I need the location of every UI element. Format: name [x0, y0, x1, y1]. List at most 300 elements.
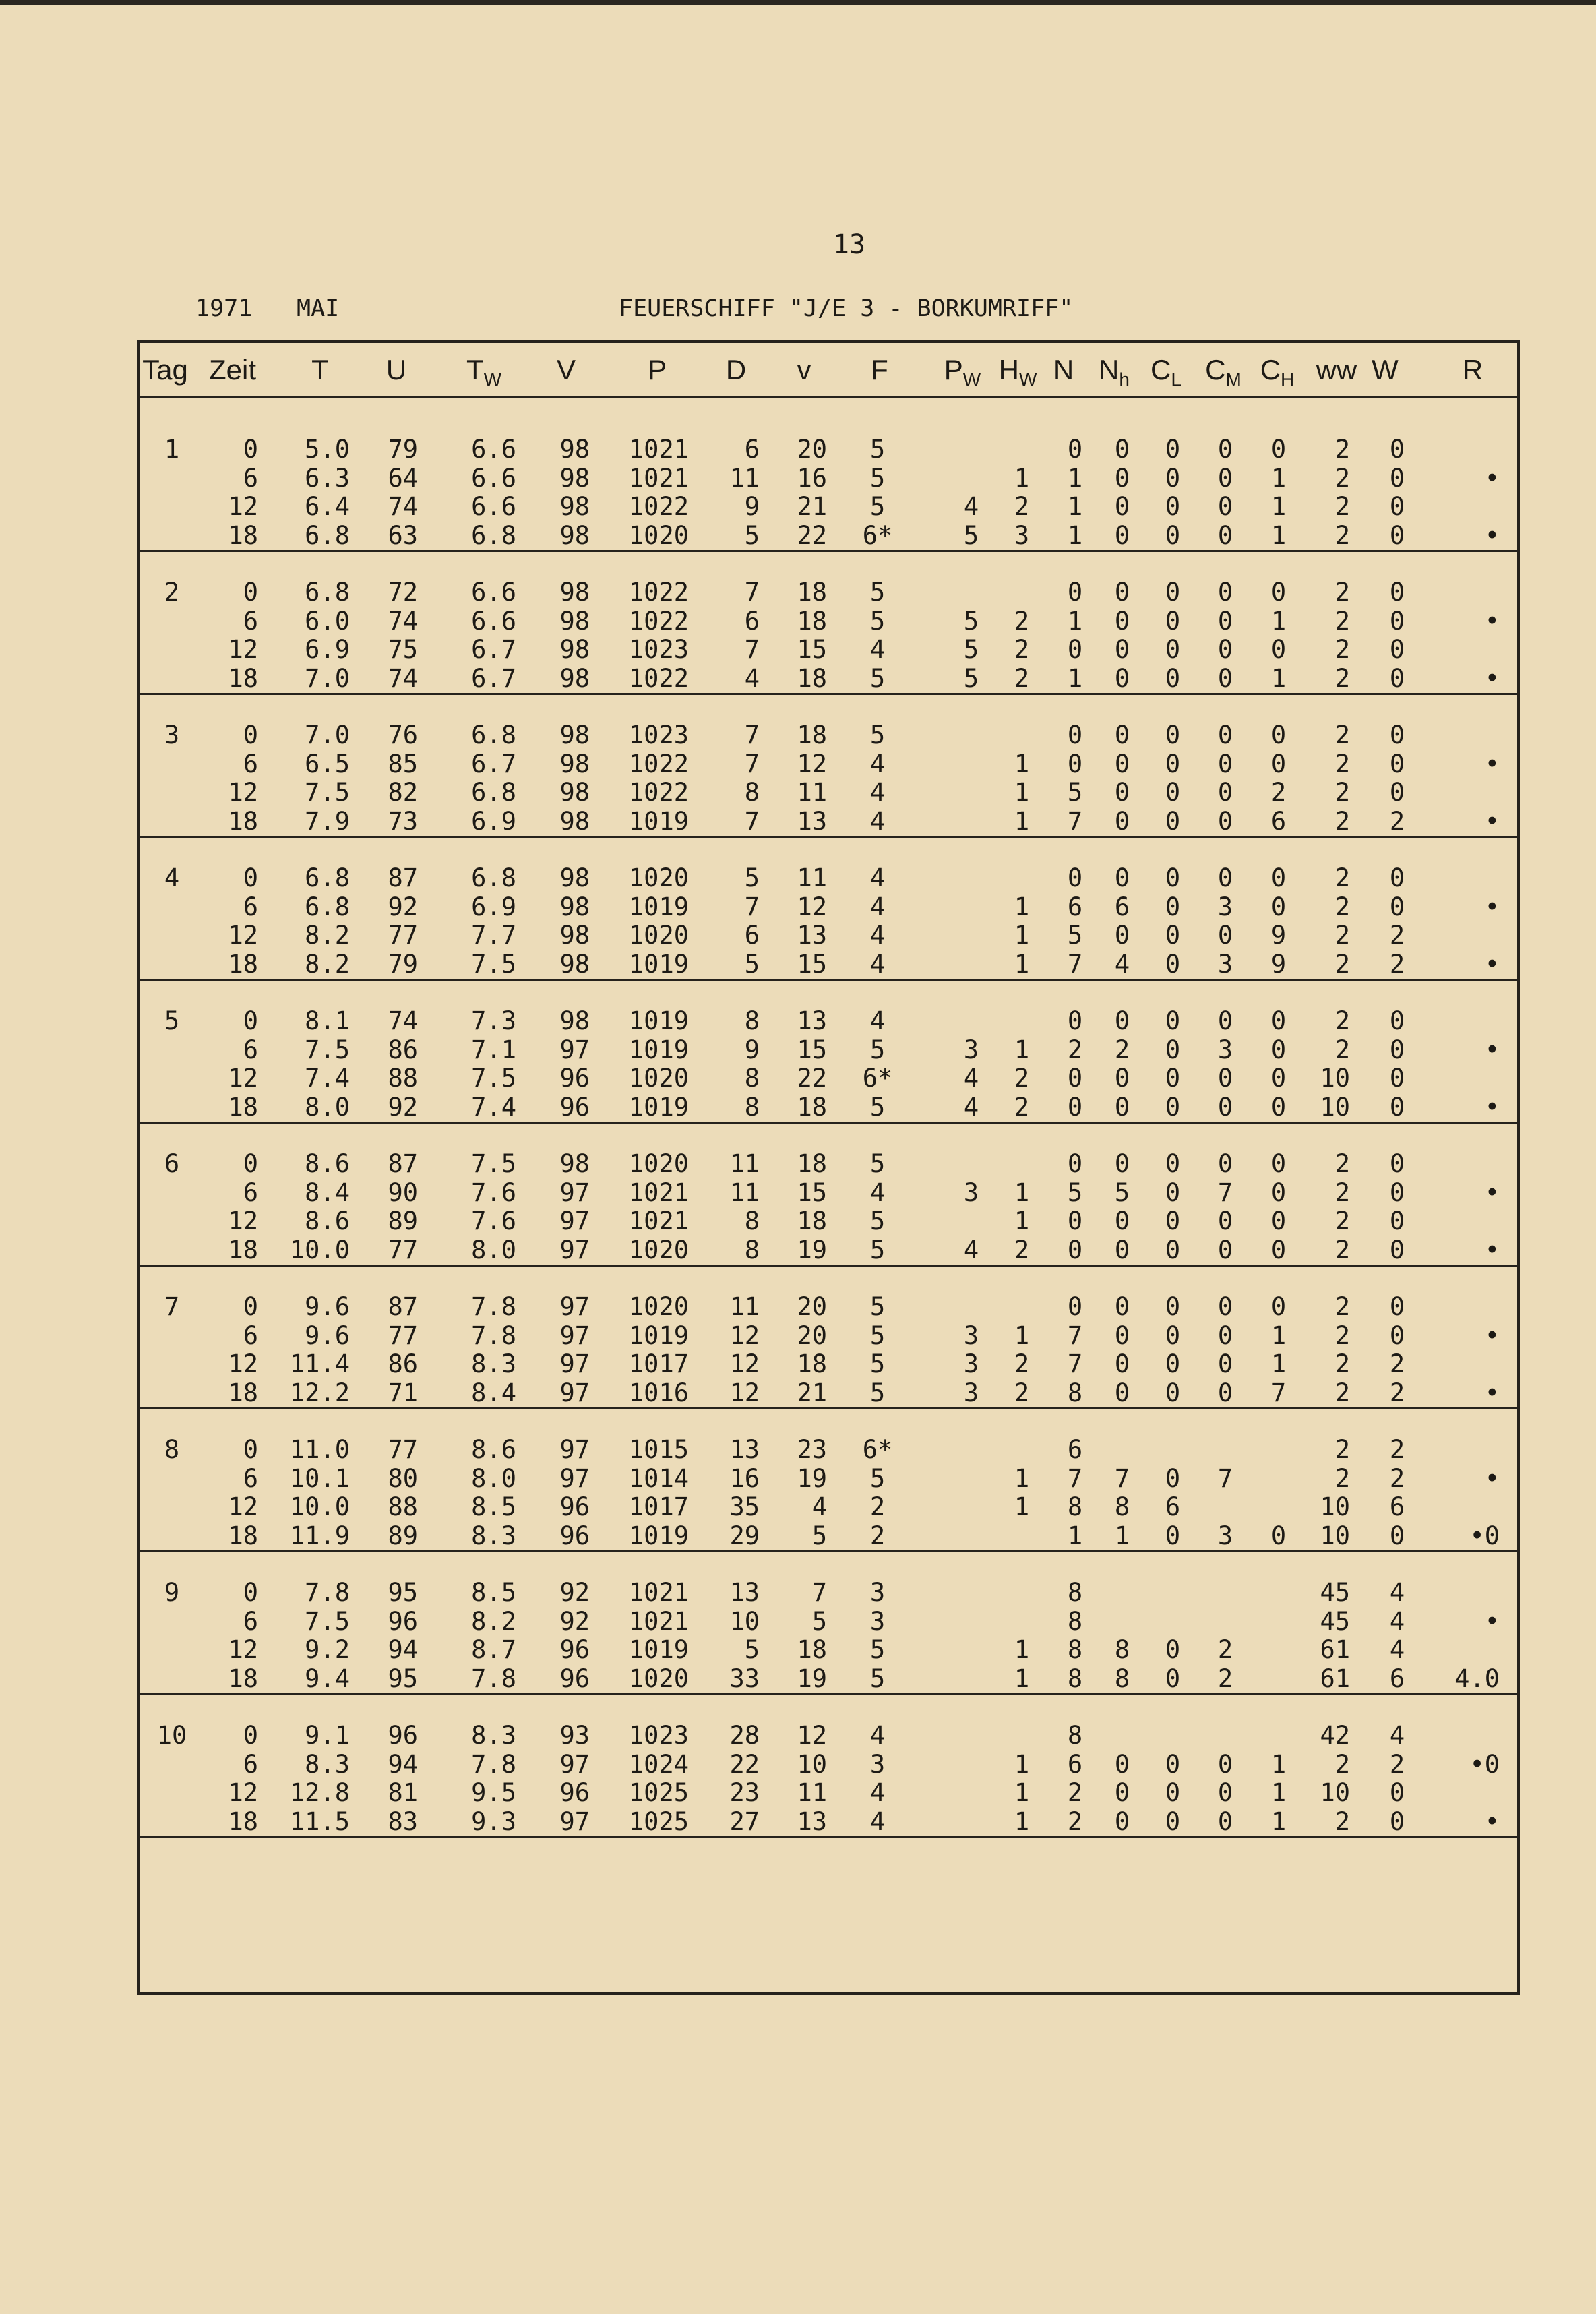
- cell-hw: 1: [1014, 1035, 1030, 1064]
- cell-p: 1022: [628, 778, 689, 808]
- cell-cl: 0: [1165, 1064, 1181, 1093]
- cell-tw: 6.6: [471, 578, 516, 607]
- cell-w: 0: [1389, 1006, 1405, 1035]
- cell-ch: 9: [1270, 921, 1287, 950]
- cell-w: 0: [1389, 1521, 1405, 1550]
- cell-tw: 8.4: [471, 1378, 516, 1407]
- cell-f: 5: [869, 1320, 886, 1350]
- cell-nh: 0: [1114, 1235, 1130, 1265]
- cell-cl: 0: [1165, 1664, 1181, 1693]
- cell-cl: 0: [1165, 1320, 1181, 1350]
- cell-w: 0: [1389, 1092, 1405, 1122]
- cell-ch: 9: [1270, 949, 1287, 979]
- cell-t: 7.0: [305, 663, 350, 693]
- cell-cl: 0: [1165, 778, 1181, 808]
- cell-v: 12: [797, 892, 827, 921]
- cell-t: 7.4: [305, 1064, 350, 1093]
- cell-f: 4: [869, 949, 886, 979]
- cell-v: 18: [797, 1149, 827, 1178]
- header-r: R: [1462, 354, 1483, 386]
- cell-v: 98: [559, 578, 590, 607]
- cell-w: 0: [1389, 1064, 1405, 1093]
- cell-zeit: 0: [243, 863, 258, 892]
- cell-tw: 7.8: [471, 1749, 516, 1779]
- cell-v: 98: [559, 435, 590, 464]
- cell-d: 7: [744, 721, 760, 750]
- cell-tw: 7.8: [471, 1664, 516, 1693]
- cell-u: 72: [388, 578, 418, 607]
- header-p: P: [647, 354, 667, 386]
- cell-n: 8: [1067, 1578, 1083, 1607]
- cell-d: 13: [729, 1435, 760, 1464]
- cell-ww: 2: [1334, 863, 1350, 892]
- cell-d: 13: [729, 1578, 760, 1607]
- cell-v: 18: [797, 606, 827, 636]
- cell-cm: 3: [1217, 1035, 1233, 1064]
- top-edge: [0, 0, 1596, 5]
- cell-hw: 1: [1014, 1778, 1030, 1808]
- cell-u: 74: [388, 663, 418, 693]
- cell-r: •: [1484, 1806, 1500, 1836]
- cell-nh: 8: [1114, 1492, 1130, 1522]
- cell-f: 5: [869, 1149, 886, 1178]
- cell-cl: 0: [1165, 463, 1181, 493]
- cell-ww: 10: [1320, 1521, 1350, 1550]
- cell-d: 9: [744, 1035, 760, 1064]
- cell-ch: 0: [1270, 1035, 1287, 1064]
- cell-t: 8.4: [305, 1178, 350, 1207]
- cell-cm: 0: [1217, 1349, 1233, 1379]
- cell-v: 4: [811, 1492, 827, 1522]
- cell-zeit: 0: [243, 1292, 258, 1321]
- cell-zeit: 6: [243, 1749, 258, 1779]
- cell-u: 77: [388, 1235, 418, 1265]
- header-nh: $N_h$: [1099, 354, 1130, 390]
- cell-w: 0: [1389, 1235, 1405, 1265]
- cell-cl: 0: [1165, 663, 1181, 693]
- cell-v: 23: [797, 1435, 827, 1464]
- cell-zeit: 18: [228, 1521, 258, 1550]
- cell-nh: 0: [1114, 578, 1130, 607]
- header-t: T: [311, 354, 329, 386]
- cell-tw: 7.3: [471, 1006, 516, 1035]
- cell-p: 1022: [628, 578, 689, 607]
- cell-u: 74: [388, 492, 418, 522]
- cell-u: 79: [388, 949, 418, 979]
- cell-ch: 1: [1270, 1320, 1287, 1350]
- document-title: FEUERSCHIFF "J/E 3 - BORKUMRIFF": [619, 295, 1074, 322]
- cell-ch: 0: [1270, 1292, 1287, 1321]
- cell-d: 4: [744, 663, 760, 693]
- cell-tw: 6.9: [471, 806, 516, 836]
- cell-d: 6: [744, 435, 760, 464]
- cell-v: 98: [559, 949, 590, 979]
- cell-tw: 6.7: [471, 635, 516, 665]
- header-tag: Tag: [142, 354, 188, 386]
- cell-u: 83: [388, 1806, 418, 1836]
- cell-v: 98: [559, 892, 590, 921]
- cell-cl: 0: [1165, 520, 1181, 550]
- cell-cl: 0: [1165, 1235, 1181, 1265]
- cell-v: 98: [559, 635, 590, 665]
- cell-w: 0: [1389, 1292, 1405, 1321]
- cell-v: 98: [559, 1006, 590, 1035]
- cell-ww: 42: [1320, 1721, 1350, 1750]
- cell-v: 18: [797, 1349, 827, 1379]
- cell-w: 0: [1389, 778, 1405, 808]
- cell-hw: 1: [1014, 1320, 1030, 1350]
- cell-f: 4: [869, 1178, 886, 1207]
- cell-p: 1022: [628, 492, 689, 522]
- cell-cl: 0: [1165, 1149, 1181, 1178]
- cell-n: 7: [1067, 806, 1083, 836]
- cell-nh: 0: [1114, 1378, 1130, 1407]
- cell-cm: 0: [1217, 778, 1233, 808]
- cell-f: 3: [869, 1606, 886, 1636]
- cell-zeit: 18: [228, 663, 258, 693]
- cell-nh: 0: [1114, 606, 1130, 636]
- cell-ch: 0: [1270, 635, 1287, 665]
- cell-w: 2: [1389, 1378, 1405, 1407]
- cell-f: 2: [869, 1492, 886, 1522]
- cell-t: 7.5: [305, 1606, 350, 1636]
- cell-n: 0: [1067, 1149, 1083, 1178]
- cell-cl: 0: [1165, 1035, 1181, 1064]
- cell-u: 71: [388, 1378, 418, 1407]
- cell-d: 23: [729, 1778, 760, 1808]
- cell-zeit: 0: [243, 1721, 258, 1750]
- cell-tw: 7.1: [471, 1035, 516, 1064]
- cell-v: 98: [559, 863, 590, 892]
- cell-d: 8: [744, 1235, 760, 1265]
- cell-nh: 0: [1114, 1320, 1130, 1350]
- cell-t: 6.8: [305, 863, 350, 892]
- cell-ww: 2: [1334, 1749, 1350, 1779]
- cell-cl: 0: [1165, 749, 1181, 779]
- cell-nh: 8: [1114, 1635, 1130, 1665]
- cell-zeit: 18: [228, 1092, 258, 1122]
- cell-p: 1017: [628, 1492, 689, 1522]
- cell-ww: 45: [1320, 1606, 1350, 1636]
- cell-v: 97: [559, 1349, 590, 1379]
- cell-u: 77: [388, 1320, 418, 1350]
- cell-ww: 2: [1334, 1435, 1350, 1464]
- cell-pw: 3: [963, 1378, 979, 1407]
- cell-nh: 0: [1114, 863, 1130, 892]
- cell-f: 5: [869, 1235, 886, 1265]
- cell-f: 5: [869, 663, 886, 693]
- cell-w: 2: [1389, 949, 1405, 979]
- cell-nh: 6: [1114, 892, 1130, 921]
- cell-f: 5: [869, 1092, 886, 1122]
- cell-w: 4: [1389, 1578, 1405, 1607]
- cell-p: 1023: [628, 721, 689, 750]
- cell-n: 5: [1067, 921, 1083, 950]
- cell-t: 9.1: [305, 1721, 350, 1750]
- cell-ww: 2: [1334, 721, 1350, 750]
- cell-v: 98: [559, 721, 590, 750]
- header-hw: $H_W$: [998, 354, 1037, 390]
- cell-ch: 0: [1270, 435, 1287, 464]
- cell-p: 1020: [628, 1149, 689, 1178]
- day-separator: [140, 1407, 1517, 1409]
- cell-ww: 2: [1334, 1006, 1350, 1035]
- cell-p: 1020: [628, 1064, 689, 1093]
- cell-d: 11: [729, 1178, 760, 1207]
- cell-v: 97: [559, 1463, 590, 1493]
- cell-p: 1020: [628, 1235, 689, 1265]
- cell-cl: 0: [1165, 921, 1181, 950]
- cell-tw: 8.0: [471, 1463, 516, 1493]
- cell-ch: 1: [1270, 663, 1287, 693]
- cell-u: 88: [388, 1064, 418, 1093]
- cell-v: 5: [811, 1606, 827, 1636]
- cell-t: 6.9: [305, 635, 350, 665]
- cell-cm: 0: [1217, 921, 1233, 950]
- header-cm: $C_M$: [1205, 354, 1241, 390]
- cell-u: 89: [388, 1207, 418, 1236]
- header-zeit: Zeit: [208, 354, 257, 386]
- cell-v: 98: [559, 778, 590, 808]
- cell-t: 11.0: [289, 1435, 350, 1464]
- cell-nh: 0: [1114, 721, 1130, 750]
- cell-ww: 2: [1334, 1806, 1350, 1836]
- cell-u: 87: [388, 863, 418, 892]
- cell-v: 92: [559, 1606, 590, 1636]
- cell-r: •0: [1469, 1749, 1500, 1779]
- cell-w: 6: [1389, 1492, 1405, 1522]
- cell-pw: 3: [963, 1349, 979, 1379]
- cell-ch: 0: [1270, 1521, 1287, 1550]
- header-u: U: [386, 354, 407, 386]
- cell-nh: 0: [1114, 1749, 1130, 1779]
- cell-cm: 0: [1217, 1092, 1233, 1122]
- cell-w: 0: [1389, 749, 1405, 779]
- cell-v: 22: [797, 1064, 827, 1093]
- cell-n: 0: [1067, 435, 1083, 464]
- cell-cm: 0: [1217, 1006, 1233, 1035]
- cell-t: 7.0: [305, 721, 350, 750]
- cell-n: 1: [1067, 463, 1083, 493]
- cell-ch: 1: [1270, 1749, 1287, 1779]
- cell-r: •: [1484, 892, 1500, 921]
- cell-w: 0: [1389, 1035, 1405, 1064]
- cell-cm: 7: [1217, 1463, 1233, 1493]
- cell-pw: 4: [963, 1235, 979, 1265]
- cell-d: 8: [744, 1006, 760, 1035]
- cell-v: 97: [559, 1435, 590, 1464]
- cell-d: 5: [744, 949, 760, 979]
- cell-hw: 1: [1014, 1207, 1030, 1236]
- cell-nh: 0: [1114, 492, 1130, 522]
- day-tag: 5: [164, 1006, 180, 1035]
- cell-cl: 0: [1165, 863, 1181, 892]
- cell-n: 6: [1067, 1435, 1083, 1464]
- cell-ww: 10: [1320, 1492, 1350, 1522]
- cell-cm: 0: [1217, 1806, 1233, 1836]
- cell-w: 0: [1389, 635, 1405, 665]
- cell-cl: 0: [1165, 1749, 1181, 1779]
- cell-hw: 2: [1014, 1349, 1030, 1379]
- header-pw: $P_W$: [944, 354, 981, 390]
- day-separator: [140, 1836, 1517, 1838]
- cell-ww: 2: [1334, 1378, 1350, 1407]
- cell-p: 1022: [628, 663, 689, 693]
- cell-u: 77: [388, 921, 418, 950]
- cell-ch: 1: [1270, 463, 1287, 493]
- cell-v: 92: [559, 1578, 590, 1607]
- cell-nh: 0: [1114, 635, 1130, 665]
- cell-tw: 6.6: [471, 463, 516, 493]
- cell-v: 15: [797, 1035, 827, 1064]
- cell-cm: 0: [1217, 463, 1233, 493]
- day-tag: 6: [164, 1149, 180, 1178]
- cell-u: 85: [388, 749, 418, 779]
- cell-p: 1021: [628, 1178, 689, 1207]
- cell-cm: 3: [1217, 1521, 1233, 1550]
- cell-zeit: 18: [228, 806, 258, 836]
- cell-zeit: 6: [243, 463, 258, 493]
- cell-t: 6.5: [305, 749, 350, 779]
- cell-n: 2: [1067, 1035, 1083, 1064]
- cell-u: 92: [388, 1092, 418, 1122]
- cell-ch: 0: [1270, 863, 1287, 892]
- cell-t: 6.0: [305, 606, 350, 636]
- cell-n: 5: [1067, 778, 1083, 808]
- cell-f: 4: [869, 1806, 886, 1836]
- cell-d: 6: [744, 921, 760, 950]
- cell-u: 96: [388, 1606, 418, 1636]
- cell-hw: 1: [1014, 778, 1030, 808]
- cell-t: 6.8: [305, 892, 350, 921]
- cell-u: 82: [388, 778, 418, 808]
- cell-u: 95: [388, 1578, 418, 1607]
- cell-d: 5: [744, 520, 760, 550]
- cell-p: 1019: [628, 1521, 689, 1550]
- cell-u: 87: [388, 1292, 418, 1321]
- cell-cm: 0: [1217, 1235, 1233, 1265]
- cell-v: 98: [559, 520, 590, 550]
- cell-ch: 0: [1270, 892, 1287, 921]
- cell-w: 0: [1389, 435, 1405, 464]
- cell-cl: 0: [1165, 892, 1181, 921]
- cell-ww: 2: [1334, 921, 1350, 950]
- cell-p: 1021: [628, 435, 689, 464]
- cell-hw: 1: [1014, 1635, 1030, 1665]
- cell-w: 2: [1389, 921, 1405, 950]
- cell-w: 0: [1389, 1207, 1405, 1236]
- cell-v: 96: [559, 1521, 590, 1550]
- cell-tw: 6.6: [471, 606, 516, 636]
- cell-r: •: [1484, 806, 1500, 836]
- cell-cl: 0: [1165, 806, 1181, 836]
- cell-d: 11: [729, 463, 760, 493]
- cell-p: 1019: [628, 1035, 689, 1064]
- cell-p: 1019: [628, 1092, 689, 1122]
- cell-v: 21: [797, 492, 827, 522]
- cell-w: 2: [1389, 1349, 1405, 1379]
- cell-ch: 1: [1270, 1778, 1287, 1808]
- cell-p: 1017: [628, 1349, 689, 1379]
- cell-hw: 1: [1014, 949, 1030, 979]
- cell-ww: 10: [1320, 1064, 1350, 1093]
- cell-hw: 1: [1014, 1178, 1030, 1207]
- cell-t: 11.5: [289, 1806, 350, 1836]
- month-label: MAI: [297, 295, 340, 322]
- cell-d: 22: [729, 1749, 760, 1779]
- cell-r: •: [1484, 1235, 1500, 1265]
- cell-ch: 0: [1270, 1092, 1287, 1122]
- cell-v: 12: [797, 1721, 827, 1750]
- header-ch: $C_H$: [1260, 354, 1295, 390]
- cell-ww: 2: [1334, 949, 1350, 979]
- cell-p: 1023: [628, 635, 689, 665]
- cell-hw: 1: [1014, 1664, 1030, 1693]
- cell-t: 6.8: [305, 578, 350, 607]
- cell-n: 0: [1067, 721, 1083, 750]
- cell-ww: 10: [1320, 1092, 1350, 1122]
- cell-u: 92: [388, 892, 418, 921]
- cell-zeit: 12: [228, 492, 258, 522]
- cell-hw: 2: [1014, 1235, 1030, 1265]
- cell-v: 98: [559, 463, 590, 493]
- day-separator: [140, 693, 1517, 695]
- cell-f: 4: [869, 921, 886, 950]
- cell-zeit: 18: [228, 1664, 258, 1693]
- cell-n: 1: [1067, 520, 1083, 550]
- cell-ch: 2: [1270, 778, 1287, 808]
- cell-n: 1: [1067, 492, 1083, 522]
- cell-u: 63: [388, 520, 418, 550]
- cell-hw: 1: [1014, 749, 1030, 779]
- cell-f: 5: [869, 1664, 886, 1693]
- cell-n: 0: [1067, 1092, 1083, 1122]
- cell-w: 2: [1389, 1463, 1405, 1493]
- cell-cm: 0: [1217, 1207, 1233, 1236]
- cell-tw: 7.6: [471, 1178, 516, 1207]
- cell-t: 5.0: [305, 435, 350, 464]
- cell-ww: 10: [1320, 1778, 1350, 1808]
- cell-ww: 2: [1334, 1207, 1350, 1236]
- cell-v: 13: [797, 1006, 827, 1035]
- header-tw: $T_W$: [466, 354, 502, 390]
- cell-zeit: 0: [243, 721, 258, 750]
- cell-pw: 4: [963, 1064, 979, 1093]
- cell-f: 5: [869, 1378, 886, 1407]
- cell-v: 97: [559, 1749, 590, 1779]
- cell-t: 10.0: [289, 1235, 350, 1265]
- cell-tw: 8.3: [471, 1521, 516, 1550]
- cell-nh: 0: [1114, 435, 1130, 464]
- cell-cm: 3: [1217, 949, 1233, 979]
- cell-tw: 6.7: [471, 663, 516, 693]
- cell-v: 20: [797, 435, 827, 464]
- cell-n: 7: [1067, 1463, 1083, 1493]
- day-separator: [140, 550, 1517, 552]
- cell-nh: 0: [1114, 806, 1130, 836]
- cell-d: 12: [729, 1349, 760, 1379]
- cell-v: 11: [797, 863, 827, 892]
- cell-n: 8: [1067, 1664, 1083, 1693]
- cell-ww: 2: [1334, 1320, 1350, 1350]
- cell-ww: 2: [1334, 663, 1350, 693]
- cell-v: 98: [559, 1149, 590, 1178]
- cell-v: 98: [559, 606, 590, 636]
- cell-p: 1015: [628, 1435, 689, 1464]
- cell-d: 5: [744, 1635, 760, 1665]
- cell-f: 6*: [862, 1435, 893, 1464]
- cell-f: 4: [869, 778, 886, 808]
